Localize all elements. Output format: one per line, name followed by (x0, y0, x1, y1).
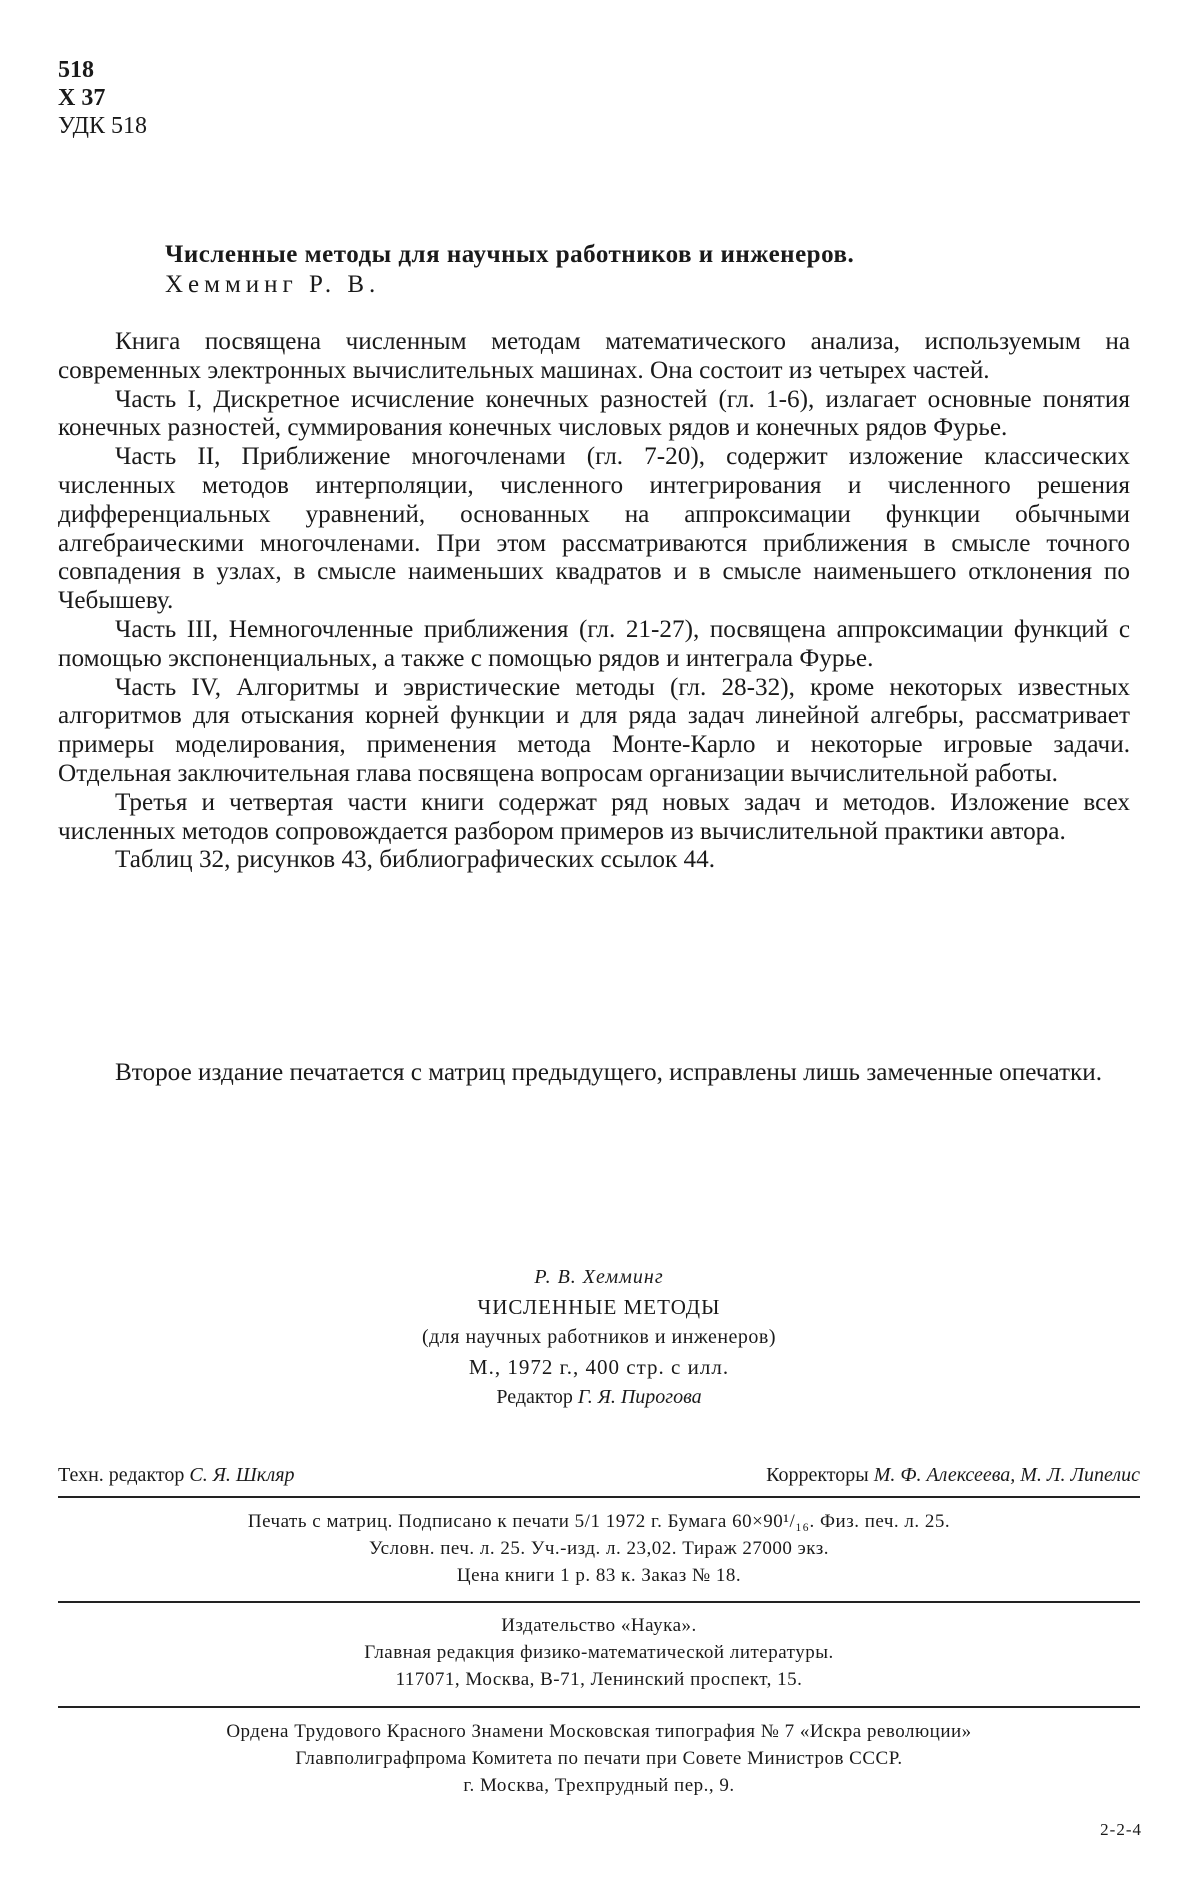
edition-note-text: Второе издание печатается с матриц предыдущего, исправлены лишь замеченные опечатки. (115, 1059, 1102, 1086)
code-udk: УДК 518 (58, 113, 147, 139)
tech-editor-name: С. Я. Шкляр (189, 1464, 295, 1486)
publisher-line: Издательство «Наука». (501, 1615, 697, 1636)
imprint-author: Р. В. Хемминг (534, 1266, 664, 1288)
print-info-line: Цена книги 1 р. 83 к. Заказ № 18. (456, 1565, 742, 1586)
abstract-paragraph: Часть II, Приближение многочленами (гл. 7-20), содержит изложение классических численных методов интерполяции, численного интегрирования и численного решения дифференциальных уравнений, основанных на аппроксимации функции обычными алгебраическими многочленами. При этом рассматриваются приближения в смысле точного совпадения в узлах, в смысле наименьших квадратов и в смысле наименьшего отклонения по Чебышеву. (58, 443, 1130, 615)
divider-3 (58, 1706, 1140, 1708)
correctors-label: Корректоры (766, 1464, 869, 1486)
divider-1 (58, 1496, 1140, 1498)
abstract (58, 328, 1130, 875)
imprint-subtitle: (для научных работников и инженеров) (421, 1326, 777, 1348)
abstract-paragraph: Таблиц 32, рисунков 43, библиографических ссылок 44. (115, 846, 715, 874)
classification-codes (58, 56, 147, 140)
publisher-line: Главная редакция физико-математической литературы. (364, 1642, 834, 1663)
correctors (766, 1462, 1140, 1488)
printer-line: Ордена Трудового Красного Знамени Московская типография № 7 «Искра революции» (226, 1721, 972, 1742)
bibliographic-title (165, 240, 1145, 300)
correctors-names: М. Ф. Алексеева, М. Л. Липелис (873, 1464, 1140, 1486)
abstract-paragraph: Часть IV, Алгоритмы и эвристические методы (гл. 28-32), кроме некоторых известных алгоритмов для отыскания корней функции и для ряда задач линейной алгебры, рассматривает примеры моделирования, применения метода Монте-Карло и некоторые игровые задачи. Отдельная заключительная глава посвящена вопросам организации вычислительной работы. (58, 673, 1130, 787)
code-author-mark: Х 37 (58, 85, 106, 111)
abstract-paragraph: Книга посвящена численным методам математического анализа, используемым на современных электронных вычислительных машинах. Она состоит из четырех частей. (58, 328, 1130, 384)
abstract-paragraph: Третья и четвертая части книги содержат ряд новых задач и методов. Изложение всех численных методов сопровождается разбором примеров из вычислительной практики автора. (58, 788, 1130, 845)
print-info-line: Печать с матриц. Подписано к печати 5/1 1972 г. Бумага 60×90¹/₁₆. Физ. печ. л. 25. (247, 1511, 951, 1532)
tech-editor-label: Техн. редактор (58, 1464, 185, 1486)
code-bbk: 518 (58, 57, 94, 83)
publisher-line: 117071, Москва, В-71, Ленинский проспект, 15. (395, 1669, 803, 1690)
bottom-code: 2-2-4 (1100, 1820, 1142, 1839)
divider-2 (58, 1601, 1140, 1603)
printer-line: г. Москва, Трехпрудный пер., 9. (463, 1775, 735, 1796)
imprint-block (58, 1262, 1140, 1412)
book-author: Хемминг Р. В. (165, 271, 381, 298)
imprint-book-title: ЧИСЛЕННЫЕ МЕТОДЫ (477, 1295, 721, 1319)
tech-editor (58, 1462, 295, 1488)
abstract-paragraph: Часть I, Дискретное исчисление конечных разностей (гл. 1-6), излагает основные понятия конечных разностей, суммирования конечных числовых рядов и конечных рядов Фурье. (58, 385, 1130, 442)
editor-name: Г. Я. Пирогова (577, 1386, 702, 1408)
imprint-editor (58, 1382, 1140, 1412)
imprint-pub-info: М., 1972 г., 400 стр. с илл. (468, 1355, 730, 1379)
abstract-paragraph: Часть III, Немногочленные приближения (гл. 21-27), посвящена аппроксимации функций с помощью экспоненциальных, а также с помощью рядов и интеграла Фурье. (58, 615, 1130, 672)
printer-line: Главполиграфпрома Комитета по печати при Совете Министров СССР. (295, 1748, 903, 1769)
edition-note (58, 1058, 1130, 1088)
book-title: Численные методы для научных работников и инженеров. (165, 241, 855, 268)
editor-label: Редактор (496, 1386, 573, 1408)
print-info-line: Условн. печ. л. 25. Уч.-изд. л. 23,02. Тираж 27000 экз. (369, 1538, 829, 1559)
publisher-info (58, 1612, 1140, 1693)
print-info (58, 1508, 1140, 1589)
printer-info (58, 1718, 1140, 1799)
